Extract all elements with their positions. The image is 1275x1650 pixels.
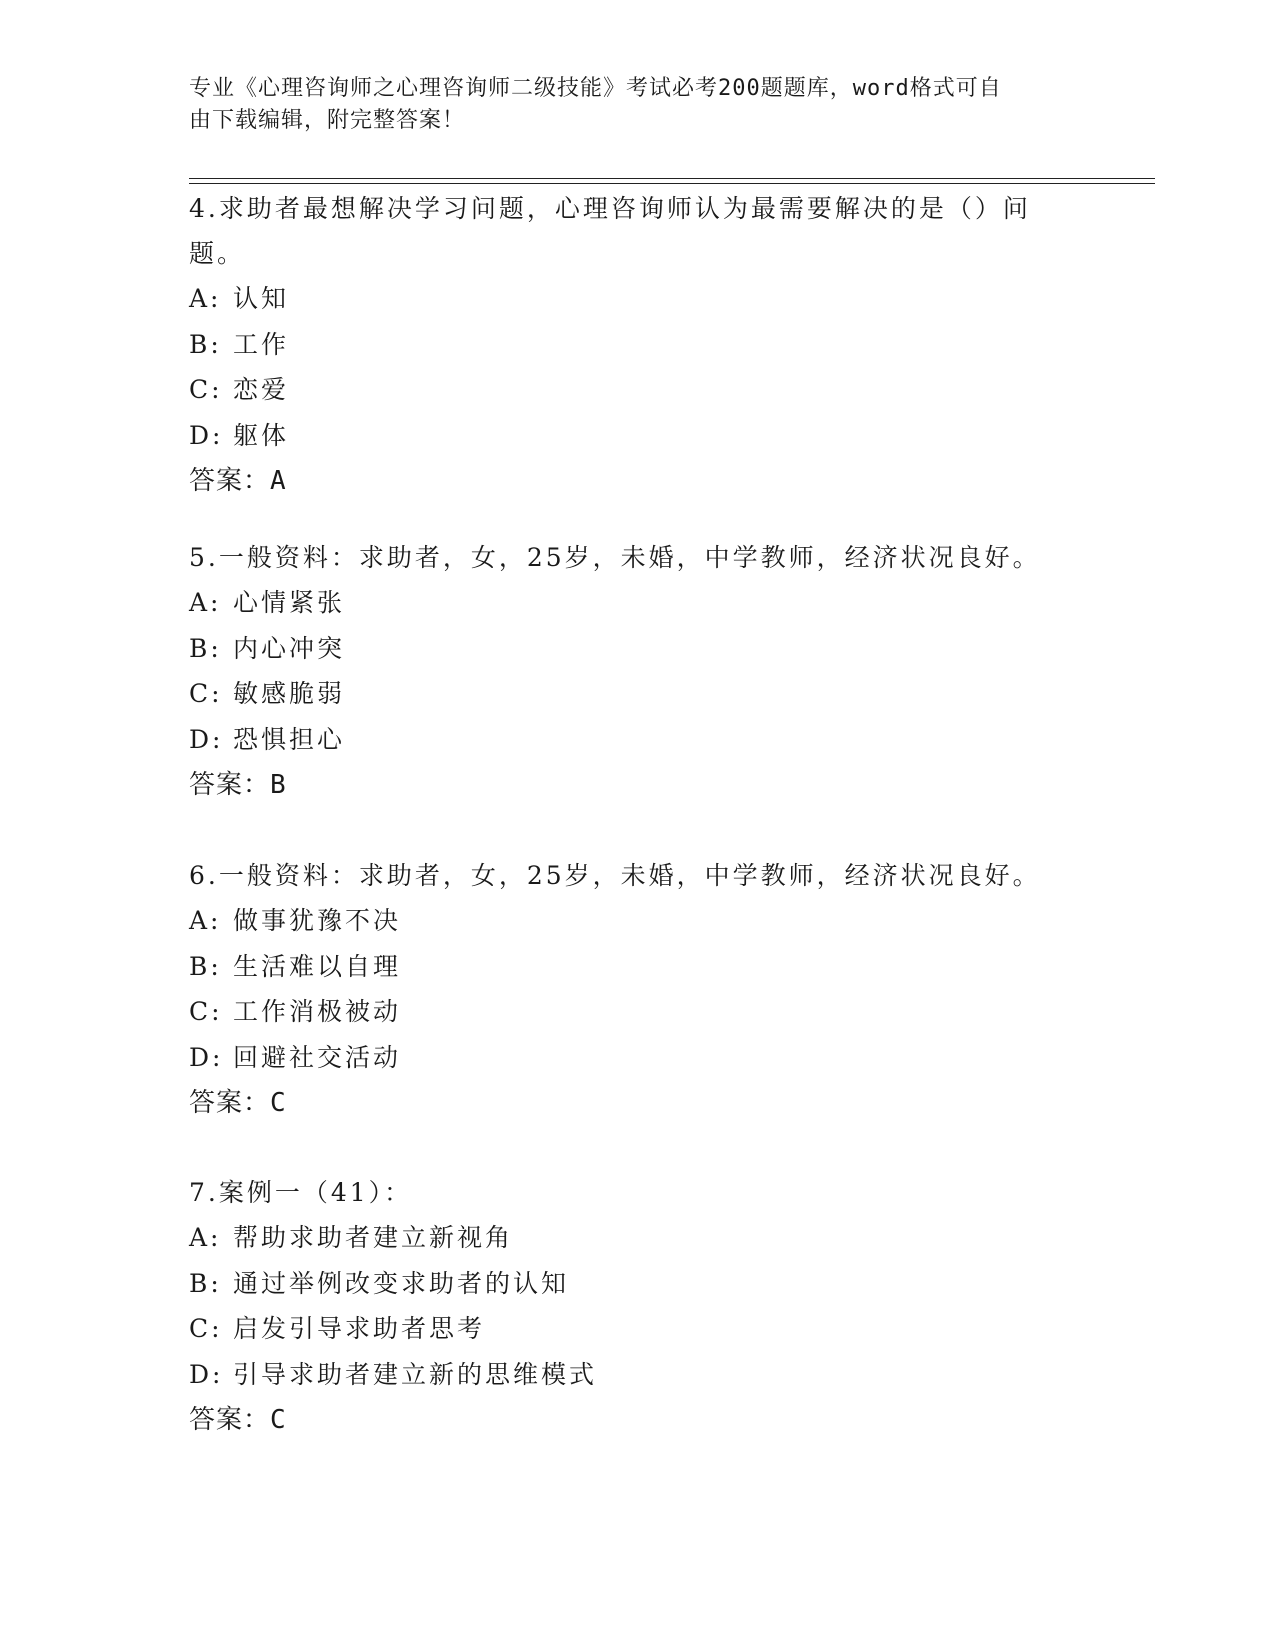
answer-label: 答案：: [189, 1088, 271, 1118]
option-key: B:: [189, 951, 222, 981]
question-stem-line-1: 5.一般资料：求助者，女，25岁，未婚，中学教师，经济状况良好。: [189, 543, 1041, 572]
question-stem-line-1: 4.求助者最想解决学习问题，心理咨询师认为最需要解决的是（）问: [189, 194, 1031, 223]
question-6: [189, 853, 1069, 1126]
answer-value: C: [270, 1088, 286, 1118]
option-key: D:: [189, 1359, 224, 1389]
option-text: 通过举例改变求助者的认知: [233, 1268, 570, 1298]
option-key: D:: [189, 420, 224, 450]
option-d: [189, 1352, 1069, 1398]
answer-value: C: [270, 1405, 286, 1435]
option-text: 帮助求助者建立新视角: [233, 1223, 514, 1252]
option-text: 引导求助者建立新的思维模式: [233, 1359, 598, 1389]
option-key: A:: [189, 906, 222, 935]
header-line-2: 由下载编辑，附完整答案！: [189, 108, 466, 133]
option-text: 内心冲突: [233, 633, 346, 663]
option-text: 认知: [233, 284, 290, 313]
question-4: [189, 186, 1069, 504]
option-b: [189, 322, 1069, 368]
option-key: B:: [189, 1268, 222, 1298]
question-7: [189, 1170, 1069, 1443]
answer-label: 答案：: [189, 466, 271, 496]
option-key: D:: [189, 1042, 224, 1072]
option-d: [189, 717, 1069, 763]
option-key: C:: [189, 1314, 223, 1343]
option-key: B:: [189, 633, 222, 663]
option-c: [189, 367, 1069, 413]
answer: [189, 458, 1069, 504]
option-d: [189, 1035, 1069, 1081]
answer-value: B: [270, 770, 286, 800]
option-key: A:: [189, 1223, 222, 1252]
option-b: [189, 1261, 1069, 1307]
answer: [189, 762, 1069, 808]
option-key: C:: [189, 997, 223, 1026]
question-stem-line-1: 7.案例一（41）：: [189, 1178, 413, 1207]
header-line-1: 专业《心理咨询师之心理咨询师二级技能》考试必考200题题库，word格式可自: [189, 76, 1002, 101]
option-text: 躯体: [233, 420, 290, 450]
document-header: [189, 73, 1069, 137]
question-stem-line-2: 题。: [189, 239, 246, 268]
option-a: [189, 1215, 1069, 1261]
header-divider-bottom: [189, 183, 1155, 184]
option-d: [189, 413, 1069, 459]
option-text: 恋爱: [233, 375, 290, 404]
option-key: A:: [189, 588, 222, 617]
option-text: 回避社交活动: [233, 1042, 402, 1072]
option-key: C:: [189, 679, 223, 708]
option-text: 工作消极被动: [233, 997, 402, 1026]
option-text: 心情紧张: [233, 588, 346, 617]
option-b: [189, 626, 1069, 672]
question-stem-line-1: 6.一般资料：求助者，女，25岁，未婚，中学教师，经济状况良好。: [189, 861, 1041, 890]
option-text: 启发引导求助者思考: [233, 1314, 486, 1343]
answer-label: 答案：: [189, 1405, 271, 1435]
answer-label: 答案：: [189, 770, 271, 800]
option-a: [189, 898, 1069, 944]
option-b: [189, 944, 1069, 990]
option-c: [189, 671, 1069, 717]
option-text: 敏感脆弱: [233, 679, 346, 708]
option-text: 恐惧担心: [233, 724, 346, 754]
option-key: D:: [189, 724, 224, 754]
option-text: 生活难以自理: [233, 951, 402, 981]
option-text: 做事犹豫不决: [233, 906, 402, 935]
option-a: [189, 580, 1069, 626]
option-key: B:: [189, 329, 222, 359]
option-c: [189, 1306, 1069, 1352]
option-text: 工作: [233, 329, 290, 359]
option-c: [189, 989, 1069, 1035]
answer: [189, 1080, 1069, 1126]
option-key: A:: [189, 284, 222, 313]
option-a: [189, 276, 1069, 322]
answer: [189, 1397, 1069, 1443]
header-divider-top: [189, 178, 1155, 179]
option-key: C:: [189, 375, 223, 404]
answer-value: A: [270, 466, 286, 496]
question-5: [189, 535, 1069, 808]
